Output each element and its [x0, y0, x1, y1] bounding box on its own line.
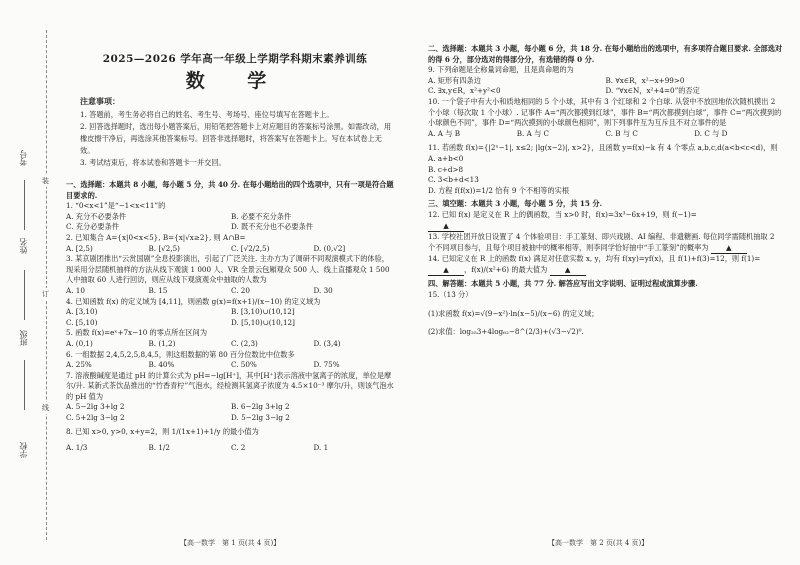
question-15-part-2: (2)求值：log₂₅3+4log₆₂−8^(2/3)+(√3−√2)⁰. [428, 327, 584, 337]
margin-label-school: 学校 [19, 442, 28, 458]
question-10-options [428, 129, 783, 140]
option: B. ∀x∈R，x²−x+99>0 [605, 75, 685, 85]
option: D. 75% [313, 360, 340, 370]
cut-mark: 订 [42, 290, 49, 298]
question-1-options [66, 212, 396, 233]
cut-mark: 装 [42, 177, 49, 185]
option: D. 1 [313, 443, 329, 453]
margin-write-line [24, 360, 25, 410]
notice-item: 1. 答题前，考生务必将自己的姓名、考生号、考场号、座位号填写在答题卡上。 [80, 110, 334, 119]
option: C. B 与 C [605, 128, 638, 138]
section-heading: 二、选择题：本题共 3 小题，每小题 6 分，共 18 分. 在每小题给出的选项中，有多项符合题目要求. 全部选对的得 6 分，部分选对的得部分分，有选错的得 0 分. [428, 44, 783, 64]
question-11: 11. 若函数 f(x)={|2ˣ−1|, x≤2; |lg(x−2)|, x>2}，且函数 y=f(x)−k 有 4 个零点 a,b,c,d(a<b<c<d)，则 [428, 143, 778, 153]
option: C. 2 [231, 443, 246, 453]
option: C. 20 [231, 285, 250, 295]
question-10: 10. 一个袋子中有大小和质地相同的 5 个小球，其中有 3 个红球和 2 个白球. 从袋中不放回地依次随机摸出 2 个小球（每次取 1 个小球）. 记事件 A=“两次都摸到红球”，事件 B=“两次都摸到白球”，事件 C=“两次摸到的小球颜色不同”，事件 D=“两次摸到的小球颜色相同”，则下列事件互为互斥且不对立事件的是 [428, 96, 782, 128]
margin-label-exam-no: 考号 [19, 150, 28, 166]
question-7: 7. 溶液酸碱度是通过 pH 的计算公式为 pH=−lg[H⁺]，其中[H⁺]表示溶液中氢离子的浓度，单位是摩尔/升. 某新式茶饮品推出的“竹香青柠”气泡水，经检测其氢离子浓度为 4.5×10⁻³ 摩尔/升，则该气泡水的 pH 值为 [66, 370, 394, 401]
option: C. 3<b+d<13 [428, 175, 479, 185]
page-footer-1: 【高一数学 第 1 页(共 4 页)】 [180, 539, 281, 547]
option: C. (2,3) [231, 338, 258, 348]
question-9: 9. 下列命题是全称量词命题，且是真命题的为 [428, 65, 574, 75]
question-5-options [66, 339, 396, 350]
question-15-part-1: (1)求函数 f(x)=√(9−x²)·ln(x−5)/(x−6) 的定义域； [428, 308, 599, 318]
question-14-text-b: ，f(x)/(x²+6) 的最大值为 [464, 264, 548, 274]
question-8: 8. 已知 x>0, y>0, x+y=2，则 1/(1x+1)+1/y 的最小值为 [66, 426, 259, 436]
option: D. “∀x∈N，x²+4=0”的否定 [605, 86, 700, 96]
notice-heading: 注意事项： [80, 96, 120, 106]
option: D. (0,√2] [313, 243, 346, 253]
option: B. 必要不充分条件 [231, 211, 292, 221]
cut-line [46, 30, 47, 540]
notice-item: 3. 考试结束后，将本试卷和答题卡一并交回。 [80, 158, 226, 167]
blank-marker: ▲ [550, 265, 586, 277]
option: A. a+b<0 [428, 153, 464, 163]
option: A. [2,5) [66, 243, 93, 253]
option: C. ∃x,y∈R，x²+y²<0 [428, 86, 501, 96]
option: B. A 与 C [516, 128, 550, 138]
margin-write-line [24, 180, 25, 230]
question-2: 2. 已知集合 A={x|0<x<5}, B={x|√x≥2}, 则 A∩B= [66, 232, 246, 242]
option: A. [3,10) [66, 307, 98, 317]
page-footer-2: 【高一数学 第 2 页(共 4 页)】 [548, 539, 649, 547]
option: B. [3,10)∪(10,12] [231, 307, 295, 317]
question-4: 4. 已知函数 f(x) 的定义域为 [4,11]，则函数 g(x)=f(x+1)/(x−10) 的定义域为 [66, 296, 321, 306]
question-8-options [66, 443, 396, 454]
question-2-options [66, 244, 396, 255]
option: B. 40% [148, 360, 175, 370]
option: A. 5−2lg 3+lg 2 [66, 402, 125, 412]
question-6: 6. 一组数据 2,4,5,2,5,8,4,5，则这组数据的第 80 百分位数比中位数多 [66, 349, 295, 359]
margin-label-name: 姓名 [19, 238, 28, 254]
question-6-options [66, 360, 396, 371]
option: D. [5,10)∪(10,12] [231, 317, 295, 327]
option: C. 50% [231, 360, 257, 370]
option: B. 1/2 [148, 443, 170, 453]
option: C. 充分必要条件 [66, 222, 119, 232]
blank-marker: ▲ [711, 243, 747, 255]
section-heading: 一、选择题：本题共 8 小题，每小题 5 分，共 40 分. 在每小题给出的四个选项中，只有一项是符合题目要求的. [66, 180, 394, 200]
option: A. 25% [66, 360, 92, 370]
option: A. 充分不必要条件 [66, 211, 127, 221]
option: C. [5,10) [66, 317, 98, 327]
option: B. c+d>8 [428, 164, 464, 174]
option: D. 方程 f(f(x))=1/2 恰有 9 个不相等的实根 [428, 185, 570, 195]
cut-mark: 线 [42, 404, 49, 412]
option: D. 5−2lg 3−lg 2 [231, 413, 290, 423]
subject-title: 数 学 [185, 70, 285, 92]
question-12 [428, 210, 783, 221]
exam-title: 2025—2026 学年高一年级上学期学科期末素养训练 [102, 53, 368, 65]
option: A. (0,1) [66, 338, 93, 348]
question-14 [428, 254, 783, 276]
section-heading: 四、解答题：本题共 5 小题，共 77 分. 解答应写出文字说明、证明过程或演算步骤. [428, 279, 698, 289]
question-12-text: 12. 已知 f(x) 是定义在 R 上的偶函数，当 x>0 时，f(x)=3x³−6x+19，则 f(−1)= [428, 209, 697, 219]
option: B. 6−2lg 3+lg 2 [231, 402, 290, 412]
option: D. 既不充分也不必要条件 [231, 222, 313, 232]
question-3: 3. 某京剧团推出“云赏国剧”全息投影演出，引起了广泛关注. 主办方为了调研不同观演模式下的体验，现采用分层随机抽样的方法从线下观演 1 000 人、VR 全景云包厢观众 500 人、线上直播观众 1 500 人中抽取 60 人进行回访，则应从线下观演观众中抽取的人数为 [66, 254, 390, 285]
option: B. 15 [148, 285, 168, 295]
option: C. 5+2lg 3−lg 2 [66, 413, 125, 423]
question-5: 5. 函数 f(x)=eˣ+7x−10 的零点所在区间为 [66, 328, 208, 338]
question-3-options [66, 286, 396, 297]
option: D. (3,4) [313, 338, 341, 348]
question-14-text: 14. 已知定义在 R 上的函数 f(x) 满足对任意实数 x, y，均有 f(xy)=yf(x)，且 f(1)+f(3)=12，则 f(1)= [428, 254, 761, 264]
notice-item: 2. 回答选择题时，选出每小题答案后，用铅笔把答题卡上对应题目的答案标号涂黑。如需改动，用橡皮擦干净后，再选涂其他答案标号。回答非选择题时，将答案写在答题卡上。写在本试卷上无效。 [80, 122, 392, 155]
option: A. 10 [66, 285, 85, 295]
question-4-options [66, 307, 396, 328]
option: A. 1/3 [66, 443, 88, 453]
question-15: 15.（13 分） [428, 290, 473, 300]
option: B. [√2,5) [148, 243, 180, 253]
right-column [428, 44, 783, 338]
question-13 [428, 232, 783, 254]
margin-write-line [24, 270, 25, 320]
option: C. [√2/2,5) [231, 243, 270, 253]
question-7-options [66, 402, 396, 423]
section-heading: 三、填空题：本题共 3 小题，每小题 5 分，共 15 分. [428, 199, 603, 209]
option: D. 30 [313, 285, 333, 295]
question-9-options [428, 76, 783, 97]
margin-label-class: 班级 [19, 330, 28, 346]
blank-marker: ▲ [428, 221, 464, 233]
option: A. A 与 B [428, 128, 460, 138]
question-13-text: 13. 学校社团开放日设置了 4 个体验项目：手工篆刻、即兴戏剧、AI 编程、非遗糖画. 每位同学需随机抽取 2 个不同项目参与，且每个项目被抽中的概率相等，则李同学恰好抽中“手工篆刻”的概率为 [428, 232, 775, 252]
notice-box [80, 95, 395, 169]
question-1: 1. “0<x<1”是“−1<x<11”的 [66, 201, 166, 211]
binding-margin [0, 0, 60, 565]
option: D. C 与 D [694, 128, 728, 138]
option: A. 矩形有四条边 [428, 75, 481, 85]
blank-marker: ▲ [428, 265, 464, 277]
option: B. (1,2) [148, 338, 176, 348]
left-column [66, 180, 396, 454]
answer-blank-12 [428, 221, 783, 233]
